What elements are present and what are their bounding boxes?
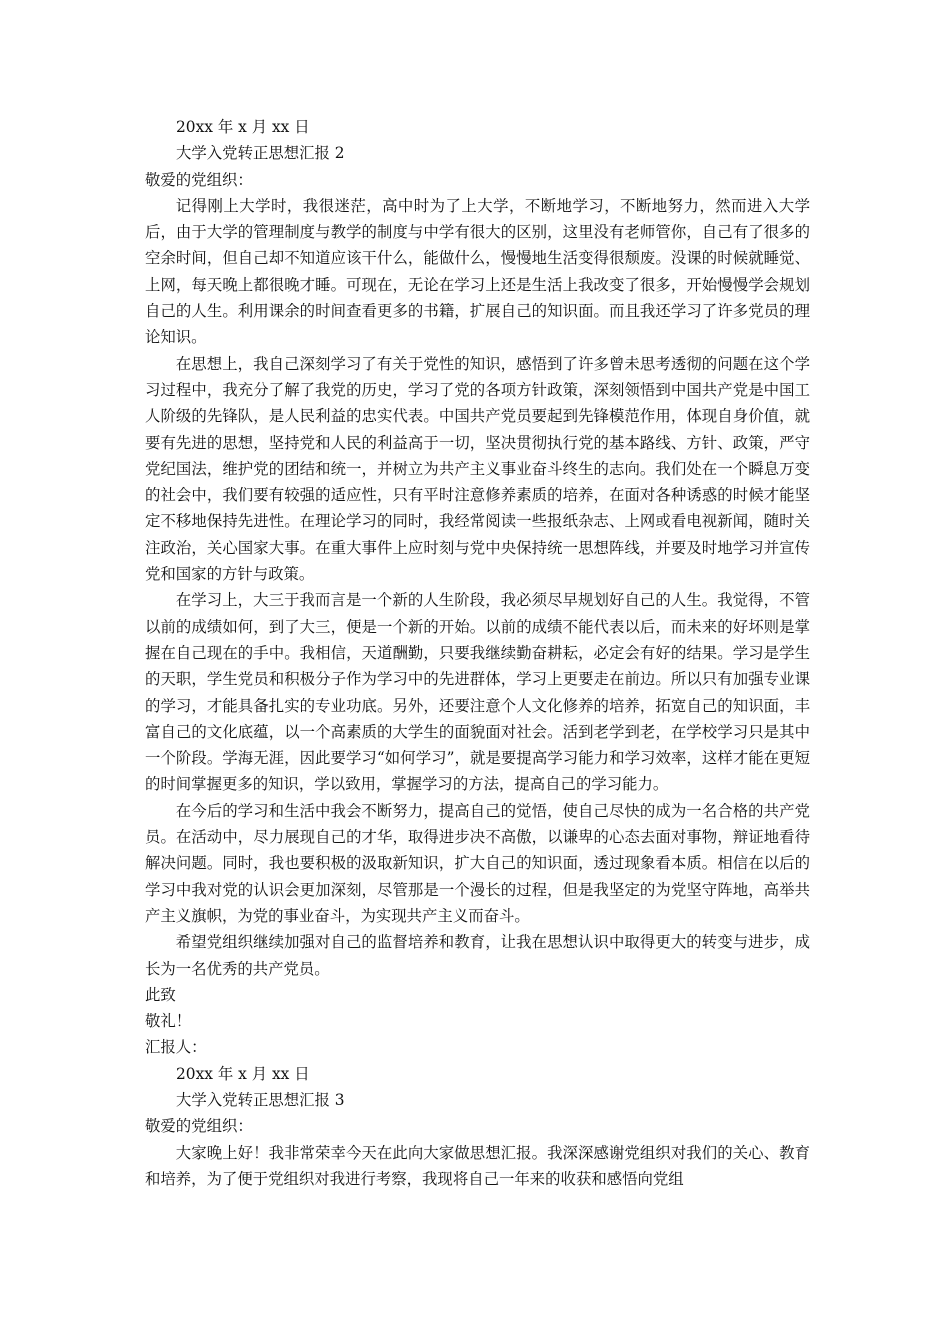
report-title: 大学入党转正思想汇报 3 (176, 1090, 345, 1109)
document-page (145, 114, 810, 1192)
reporter-line: 汇报人： (145, 1038, 207, 1057)
body-paragraph: 大家晚上好！我非常荣幸今天在此向大家做思想汇报。我深深感谢党组织对我们的关心、教育和培养，为了便于党组织对我进行考察，我现将自己一年来的收获和感悟向党组 (145, 1143, 810, 1188)
closing-line: 敬礼！ (145, 1012, 192, 1031)
body-paragraph: 在学习上，大三于我而言是一个新的人生阶段，我必须尽早规划好自己的人生。我觉得，不管以前的成绩如何，到了大三，便是一个新的开始。以前的成绩不能代表以后，而未来的好坏则是掌握在自己现在的手中。我相信，天道酬勤，只要我继续勤奋耕耘，必定会有好的结果。学习是学生的天职，学生党员和积极分子作为学习中的先进群体，学习上更要走在前边。所以只有加强专业课的学习，才能具备扎实的专业功底。另外，还要注意个人文化修养的培养，拓宽自己的知识面，丰富自己的文化底蕴，以一个高素质的大学生的面貌面对社会。活到老学到老，在学校学习只是其中一个阶段。学海无涯，因此要学习“如何学习”，就是要提高学习能力和学习效率，这样才能在更短的时间掌握更多的知识，学以致用，掌握学习的方法，提高自己的学习能力。 (145, 591, 810, 794)
body-paragraph: 在思想上，我自己深刻学习了有关于党性的知识，感悟到了许多曾未思考透彻的问题在这个学习过程中，我充分了解了我党的历史，学习了党的各项方针政策，深刻领悟到中国共产党是中国工人阶级的先锋队，是人民利益的忠实代表。中国共产党员要起到先锋模范作用，体现自身价值，就要有先进的思想，坚持党和人民的利益高于一切，坚决贯彻执行党的基本路线、方针、政策，严守党纪国法，维护党的团结和统一，并树立为共产主义事业奋斗终生的志向。我们处在一个瞬息万变的社会中，我们要有较强的适应性，只有平时注意修养素质的培养，在面对各种诱惑的时候才能坚定不移地保持先进性。在理论学习的同时，我经常阅读一些报纸杂志、上网或看电视新闻，随时关注政治，关心国家大事。在重大事件上应时刻与党中央保持统一思想阵线，并要及时地学习并宣传党和国家的方针与政策。 (145, 354, 810, 584)
report-date: 20xx 年 x 月 xx 日 (176, 1064, 310, 1083)
salutation: 敬爱的党组织： (145, 1117, 253, 1136)
report-date: 20xx 年 x 月 xx 日 (176, 118, 310, 136)
report-title: 大学入党转正思想汇报 2 (176, 144, 345, 163)
closing-line: 此致 (145, 985, 176, 1004)
salutation: 敬爱的党组织： (145, 170, 253, 189)
body-paragraph: 记得刚上大学时，我很迷茫，高中时为了上大学，不断地学习，不断地努力，然而进入大学后，由于大学的管理制度与教学的制度与中学有很大的区别，这里没有老师管你，自己有了很多的空余时间，但自己却不知道应该干什么，能做什么，慢慢地生活变得很颓废。没课的时候就睡觉、上网，每天晚上都很晚才睡。可现在，无论在学习上还是生活上我改变了很多，开始慢慢学会规划自己的人生。利用课余的时间查看更多的书籍，扩展自己的知识面。而且我还学习了许多党员的理论知识。 (145, 196, 810, 347)
body-paragraph: 在今后的学习和生活中我会不断努力，提高自己的觉悟，使自己尽快的成为一名合格的共产党员。在活动中，尽力展现自己的才华，取得进步决不高傲，以谦卑的心态去面对事物，辩证地看待解决问题。同时，我也要积极的汲取新知识，扩大自己的知识面，透过现象看本质。相信在以后的学习中我对党的认识会更加深刻，尽管那是一个漫长的过程，但是我坚定的为党坚守阵地，高举共产主义旗帜，为党的事业奋斗，为实现共产主义而奋斗。 (145, 801, 810, 925)
body-paragraph: 希望党组织继续加强对自己的监督培养和教育，让我在思想认识中取得更大的转变与进步，成长为一名优秀的共产党员。 (145, 933, 810, 978)
